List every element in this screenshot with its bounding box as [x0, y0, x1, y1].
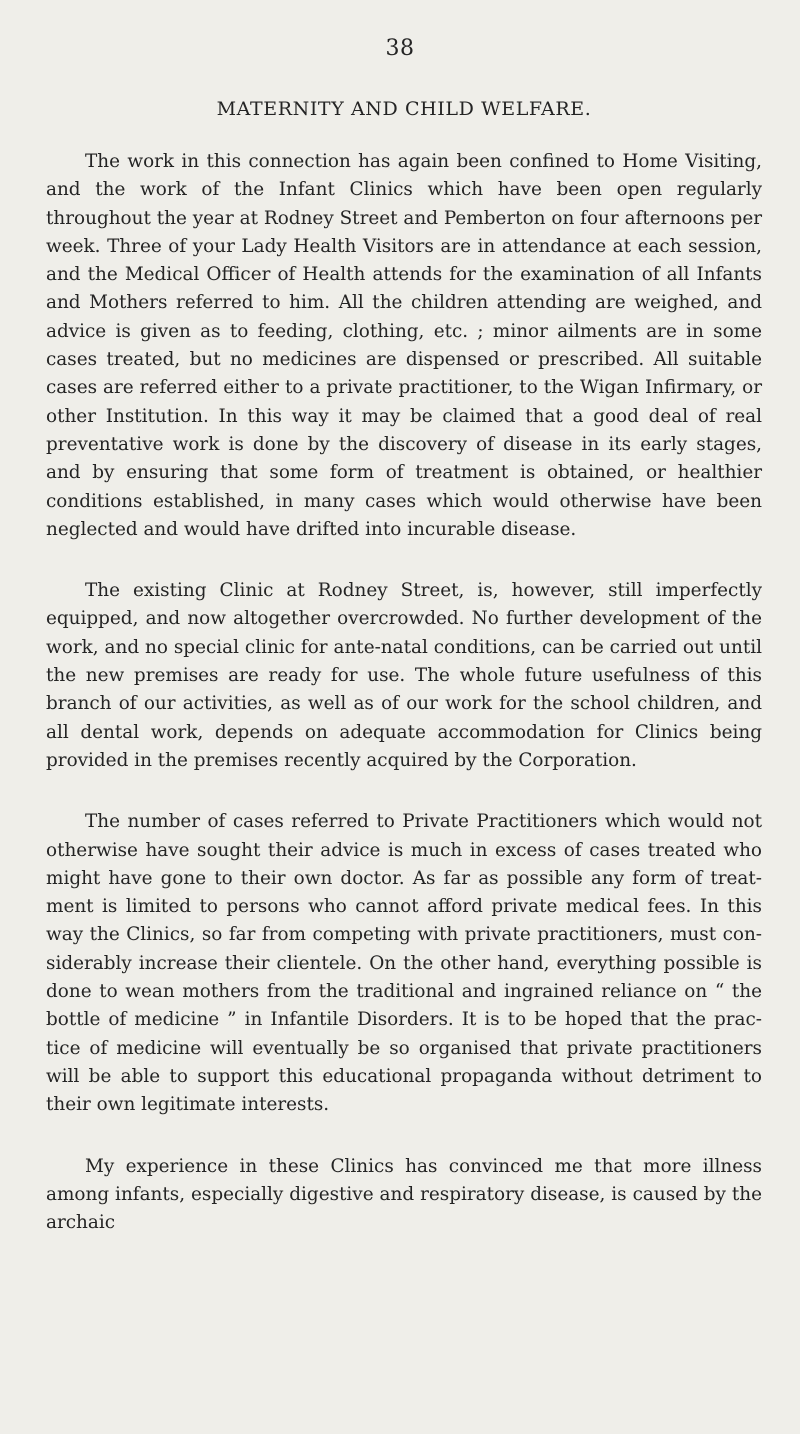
section-title: MATERNITY AND CHILD WELFARE. — [216, 98, 592, 120]
paragraph-private-practitioners: The number of cases referred to Private Practitioners which would not otherwise have sought their advice is much in excess of cases treated who might have gone to their own doctor. As far as possible any form of treat- ment is limited to persons who cannot afford private medical fees. In this way the Clinics, so far from competing with private practitioners, must con- siderably increase their clientele. On the other hand, everything possible is done to wean mothers from the traditional and ingrained reliance on “ the bottle of medicine ” in Infantile Disorders. It is to be hoped that the prac- tice of medicine will eventually be so organised that private practitioners will be able to support this educational propaganda without detriment to their own legitimate interests. — [46, 811, 762, 1116]
paragraph-rodney-street-clinic: The existing Clinic at Rodney Street, is, however, still imperfectly equipped, and now altogether overcrowded. No further development of the work, and no special clinic for ante-natal conditions, can be carried out until the new premises are ready for use. The whole future usefulness of this branch of our activities, as well as of our work for the school children, and all dental work, depends on adequate accommodation for Clinics being provided in the premises recently acquired by the Corporation. — [46, 580, 762, 771]
page-number: 38 — [385, 36, 415, 61]
paragraph-experience: My experience in these Clinics has convinced me that more illness among infants, especially digestive and respiratory disease, is caused by the archaic — [46, 1155, 762, 1234]
paragraph-home-visiting: The work in this connection has again been confined to Home Visiting, and the work of the Infant Clinics which have been open regularly throughout the year at Rodney Street and Pemberton on four afternoons per week. Three of your Lady Health Visitors are in attendance at each session, and the Medical Officer of Health attends for the examination of all Infants and Mothers referred to him. All the children attending are weighed, and advice is given as to feeding, clothing, etc. ; minor ailments are in some cases treated, but no medicines are dispensed or prescribed. All suitable cases are referred either to a private practitioner, to the Wigan Infirmary, or other Institution. In this way it may be claimed that a good deal of real preventative work is done by the discovery of disease in its early stages, and by ensuring that some form of treatment is obtained, or healthier conditions established, in many cases which would otherwise have been neglected and would have drifted into incurable disease. — [46, 151, 762, 540]
body-text — [46, 148, 762, 1237]
